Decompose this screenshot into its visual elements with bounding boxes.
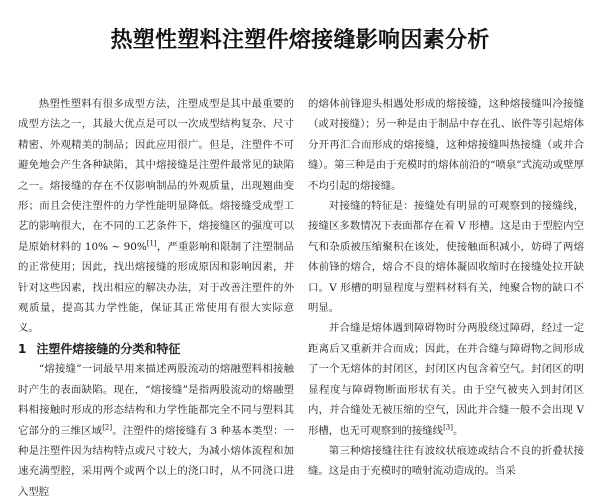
body-paragraph <box>18 359 294 502</box>
section-heading <box>18 339 294 359</box>
body-text: 并合缝是熔体遇到障碍物时分两股绕过障碍，经过一定距离后又重新并合而成；因此，在并合缝与障碍物之间形成了一个无熔体的封闭区，封闭区内包含着空气。封闭区的明显程度与障碍物断面形状有关。由于空气被夹入到封闭区内，并合缝处无被压缩的空气，因此并合缝一般不会出现 V 形槽，也无可观察到的接缝线 <box>308 322 584 437</box>
citation-ref: [1] <box>146 239 157 248</box>
right-column <box>308 94 584 482</box>
section-title: 注塑件熔接缝的分类和特征 <box>36 341 181 356</box>
body-paragraph: 的熔体前锋迎头相遇处形成的熔接缝，这种熔接缝叫冷接缝（或对接缝）；另一种是由于制品中存在孔、嵌件等引起熔体分开再汇合而形成的熔接缝，这种熔接缝叫热接缝（或并合缝）。第三种是由于充模时的熔体前沿的“喷泉”式流动或壁厚不均引起的熔接缝。 <box>308 98 584 192</box>
body-text-cont: 。注塑件的熔接缝有 3 种基本类型：一种是注塑件因为结构特点或尺寸较大，为减小熔体流程和加速充满型腔，采用两个或两个以上的浇口时，从不同浇口进入型腔 <box>18 424 295 498</box>
body-paragraph <box>308 318 584 440</box>
body-text-cont: 。 <box>453 424 464 437</box>
body-paragraph: 对接缝的特征是：接缝处有明显的可观察到的接缝线，接缝区多数情况下表面都存在着 V 形槽。这是由于型腔内空气和杂质被压缩聚积在该处，使接触面积减小，妨碍了两熔体前锋的熔合，熔合不良的熔体凝固收缩时在接缝处拉开缺口。V 形槽的明显程度与塑料材料有关，纯聚合物的缺口不明显。 <box>308 200 584 315</box>
citation-ref: [2] <box>102 423 113 432</box>
section-number: 1 <box>18 341 27 356</box>
body-text: “熔接缝”一词最早用来描述两股流动的熔融塑料相接触时产生的表面缺陷。现在，“熔接缝”是指两股流动的熔融塑料相接触时形成的形态结构和力学性能都完全不同与塑料其它部分的三维区域 <box>18 363 294 437</box>
body-paragraph: 第三种熔接缝往往有波纹状痕迹或结合不良的折叠状接缝。这是由于充模时的喷射流动造成的。当采 <box>308 444 584 478</box>
article-title: 热塑性塑料注塑件熔接缝影响因素分析 <box>110 27 490 53</box>
intro-text-cont: ，严重影响和限制了注塑制品的正常使用；因此，找出熔接缝的形成原因和影响因素，并针对这些因素，找出相应的解决办法，对于改善注塑件的外观质量，提高其力学性能，保证其正常使用有很大实际意义。 <box>18 240 295 335</box>
intro-paragraph <box>18 94 294 339</box>
left-column <box>18 94 294 502</box>
citation-ref: [3] <box>443 423 453 432</box>
intro-text: 热塑性塑料有很多成型方法，注塑成型是其中最重要的成型方法之一，其最大优点是可以一次成型结构复杂、尺寸精密、外观精美的制品；因此应用很广。但是，注塑件不可避免地会产生各种缺陷，其中熔接缝是注塑件最常见的缺陷之一。熔接缝的存在不仅影响制品的外观质量，出现翘曲变形；而且会使注塑件的力学性能明显降低。熔接缝受成型工艺的影响很大，在不同的工艺条件下，熔接缝区的强度可以是原始材料的 10% ~ 90% <box>18 98 294 253</box>
